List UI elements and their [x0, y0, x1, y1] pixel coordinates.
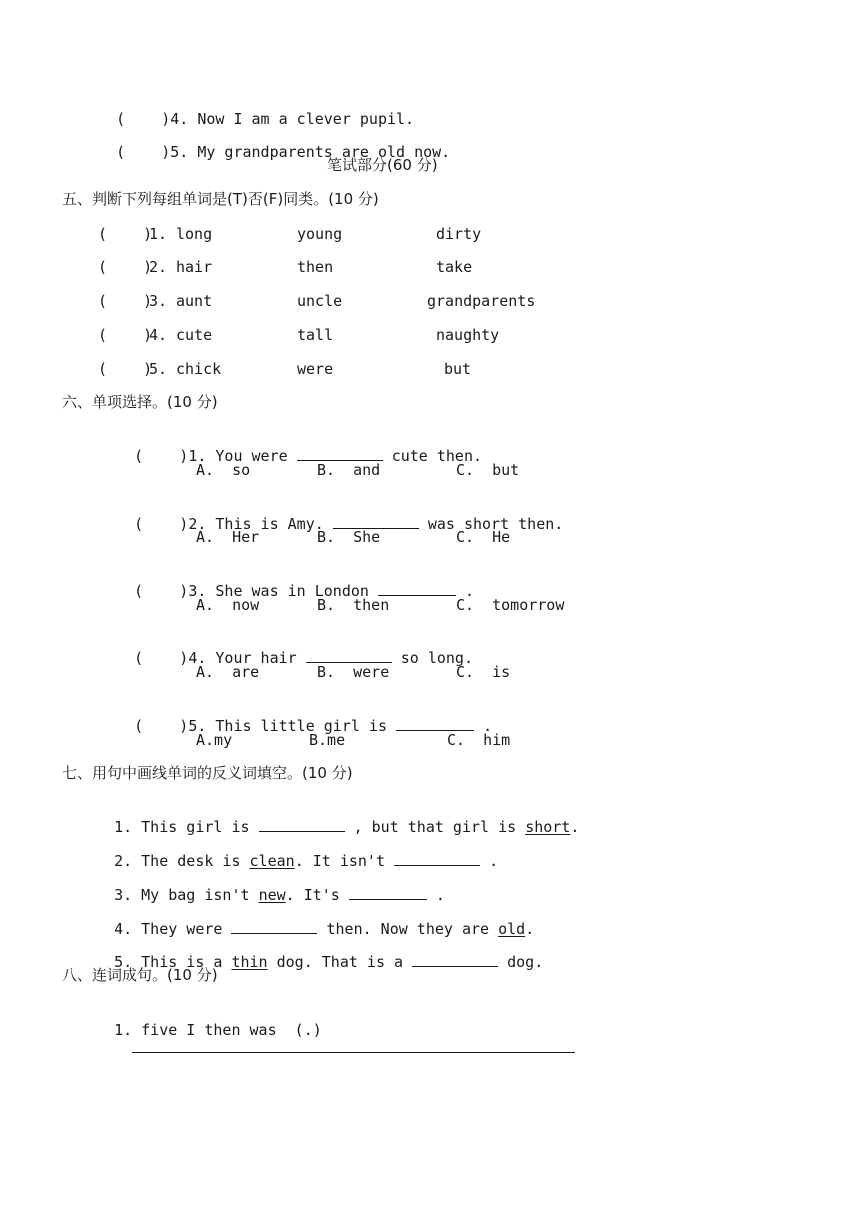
- section7-title: 七、用句中画线单词的反义词填空。(10 分): [62, 764, 353, 782]
- sentence-part: My bag isn't: [141, 886, 250, 904]
- answer-paren[interactable]: ( ): [98, 258, 153, 276]
- option-c: C. He: [456, 528, 511, 546]
- item-number: 5.: [114, 953, 133, 971]
- sentence-part: The desk is: [141, 852, 241, 870]
- fill-blank[interactable]: [378, 581, 456, 596]
- answer-paren[interactable]: ( ): [98, 292, 153, 310]
- fill-blank[interactable]: [412, 952, 498, 967]
- option-b: B. were: [317, 663, 390, 681]
- answer-paren[interactable]: ( ): [116, 143, 171, 161]
- fill-blank[interactable]: [394, 851, 480, 866]
- option-a: A. so: [196, 461, 251, 479]
- sentence-end: .: [570, 818, 580, 836]
- scrambled-words: five I then was (.): [141, 1021, 322, 1039]
- section6-title: 六、单项选择。(10 分): [62, 393, 218, 411]
- answer-paren[interactable]: ( ): [98, 360, 153, 378]
- word-3: dirty: [436, 225, 482, 243]
- question-line: [98, 426, 482, 486]
- sentence-end: .: [435, 886, 445, 904]
- option-a: A. now: [196, 596, 260, 614]
- item-text: Now I am a clever pupil.: [197, 110, 415, 128]
- word-2: tall: [297, 326, 334, 344]
- answer-paren[interactable]: ( ): [134, 582, 189, 600]
- item-number: 5.: [149, 360, 168, 378]
- option-a: A. are: [196, 663, 260, 681]
- word-2: uncle: [297, 292, 343, 310]
- option-b: B. then: [317, 596, 390, 614]
- underlined-word: short: [525, 818, 571, 836]
- sentence-end: dog.: [507, 953, 544, 971]
- question-text-before: This is Amy.: [215, 515, 324, 533]
- word-1: long: [176, 225, 213, 243]
- question-text-after: cute then.: [391, 447, 483, 465]
- option-c: C. but: [456, 461, 520, 479]
- option-b: B. She: [317, 528, 381, 546]
- question-text-after: .: [483, 717, 493, 735]
- answer-paren[interactable]: ( ): [116, 110, 171, 128]
- item-number: 4.: [188, 649, 207, 667]
- item-number: 2.: [114, 852, 133, 870]
- item-text: My grandparents are old now.: [197, 143, 451, 161]
- option-c: C. is: [456, 663, 511, 681]
- word-1: aunt: [176, 292, 213, 310]
- sentence-part: dog. That is a: [276, 953, 404, 971]
- underlined-word: thin: [231, 953, 268, 971]
- sentence-part: , but that girl is: [353, 818, 517, 836]
- sentence-end: .: [525, 920, 535, 938]
- word-1: hair: [176, 258, 213, 276]
- item-number: 1.: [114, 818, 133, 836]
- question-line: [98, 561, 474, 621]
- item-number: 1.: [188, 447, 207, 465]
- item-number: 1.: [149, 225, 168, 243]
- word-3: but: [444, 360, 472, 378]
- sentence-part: They were: [141, 920, 223, 938]
- section8-title: 八、连词成句。(10 分): [62, 966, 218, 984]
- word-3: naughty: [436, 326, 500, 344]
- answer-paren[interactable]: ( ): [134, 447, 189, 465]
- item-number: 5.: [188, 717, 207, 735]
- item-number: 4.: [149, 326, 168, 344]
- word-2: young: [297, 225, 343, 243]
- option-b: B.me: [309, 731, 346, 749]
- answer-paren[interactable]: ( ): [134, 515, 189, 533]
- sentence-part: This girl is: [141, 818, 250, 836]
- underlined-word: new: [258, 886, 286, 904]
- item-number: 2.: [188, 515, 207, 533]
- sentence-part: . It isn't: [294, 852, 385, 870]
- item-number: 2.: [149, 258, 168, 276]
- answer-paren[interactable]: ( ): [134, 717, 189, 735]
- word-3: grandparents: [427, 292, 536, 310]
- question-line: [98, 696, 492, 756]
- question-text-after: was short then.: [427, 515, 564, 533]
- word-1: cute: [176, 326, 213, 344]
- item-number: 3.: [149, 292, 168, 310]
- underlined-word: clean: [249, 852, 295, 870]
- word-1: chick: [176, 360, 222, 378]
- word-3: take: [436, 258, 473, 276]
- fill-blank[interactable]: [306, 648, 392, 663]
- fill-blank[interactable]: [396, 716, 474, 731]
- item-number: 3.: [114, 886, 133, 904]
- item-number: 4.: [170, 110, 189, 128]
- sentence-end: .: [489, 852, 499, 870]
- underlined-word: old: [498, 920, 526, 938]
- fill-blank[interactable]: [259, 817, 345, 832]
- answer-paren[interactable]: ( ): [134, 649, 189, 667]
- section8-item-1: [96, 1000, 322, 1040]
- item-number: 3.: [188, 582, 207, 600]
- written-part-heading: 笔试部分(60 分): [327, 156, 438, 174]
- answer-writing-line[interactable]: [132, 1052, 575, 1053]
- question-text-before: Your hair: [215, 649, 297, 667]
- item-number: 4.: [114, 920, 133, 938]
- question-text-before: She was in London: [215, 582, 369, 600]
- option-c: C. him: [447, 731, 511, 749]
- sentence-part: This is a: [141, 953, 223, 971]
- option-a: A.my: [196, 731, 233, 749]
- question-text-after: so long.: [400, 649, 473, 667]
- section5-title: 五、判断下列每组单词是(T)否(F)同类。(10 分): [62, 190, 379, 208]
- option-c: C. tomorrow: [456, 596, 565, 614]
- sentence-part: then. Now they are: [326, 920, 490, 938]
- sentence-part: . It's: [285, 886, 340, 904]
- question-text-before: This little girl is: [215, 717, 387, 735]
- item-number: 1.: [114, 1021, 133, 1039]
- fill-blank[interactable]: [297, 446, 383, 461]
- question-text-before: You were: [215, 447, 288, 465]
- word-2: then: [297, 258, 334, 276]
- option-b: B. and: [317, 461, 381, 479]
- word-2: were: [297, 360, 334, 378]
- fill-blank[interactable]: [349, 885, 427, 900]
- question-text-after: .: [465, 582, 475, 600]
- option-a: A. Her: [196, 528, 260, 546]
- answer-paren[interactable]: ( ): [98, 326, 153, 344]
- question-line: [98, 628, 473, 688]
- item-number: 5.: [170, 143, 189, 161]
- answer-paren[interactable]: ( ): [98, 225, 153, 243]
